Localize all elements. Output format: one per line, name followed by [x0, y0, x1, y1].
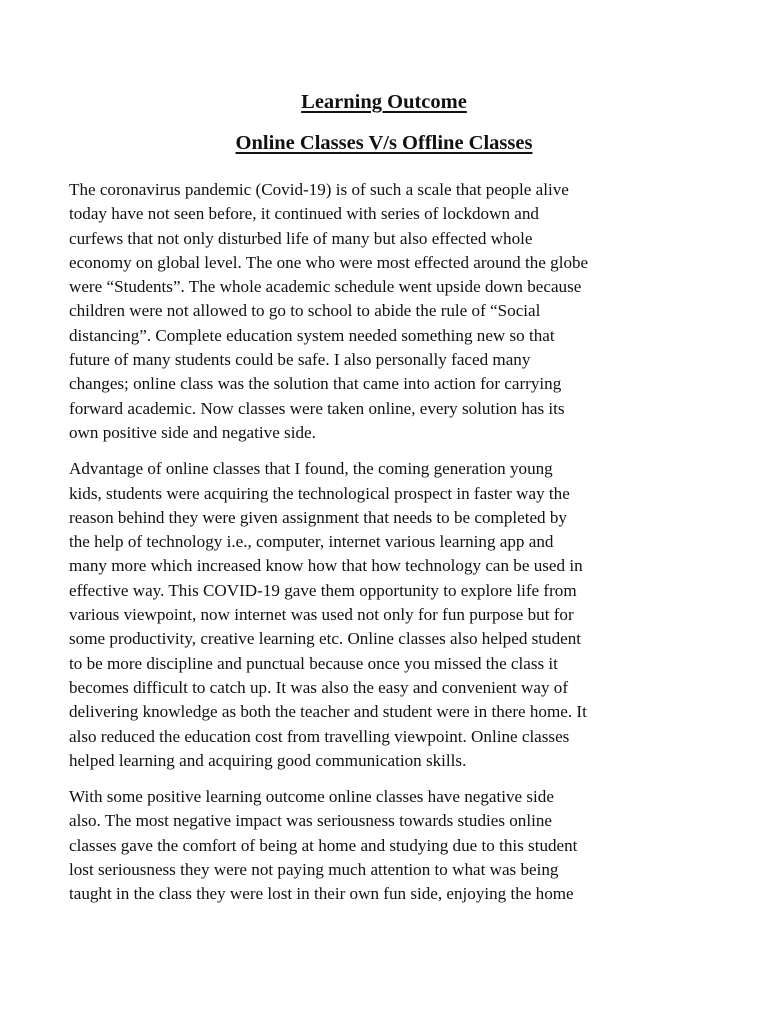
- text-line: kids, students were acquiring the technological prospect in faster way the: [69, 483, 570, 503]
- body-text: [69, 178, 709, 919]
- text-line: With some positive learning outcome online classes have negative side: [69, 787, 554, 807]
- text-line: today have not seen before, it continued with series of lockdown and: [69, 204, 539, 224]
- text-line: the help of technology i.e., computer, internet various learning app and: [69, 532, 554, 552]
- text-line: various viewpoint, now internet was used not only for fun purpose but for: [69, 605, 574, 625]
- text-line: taught in the class they were lost in their own fun side, enjoying the home: [69, 884, 574, 904]
- paragraph-intro: [69, 178, 709, 445]
- text-line: lost seriousness they were not paying much attention to what was being: [69, 860, 559, 880]
- text-line: some productivity, creative learning etc. Online classes also helped student: [69, 629, 582, 649]
- text-line: many more which increased know how that how technology can be used in: [69, 556, 583, 576]
- text-line: becomes difficult to catch up. It was also the easy and convenient way of: [69, 677, 569, 697]
- paragraph-advantages: [69, 457, 709, 773]
- text-line: also. The most negative impact was seriousness towards studies online: [69, 811, 552, 831]
- text-line: future of many students could be safe. I also personally faced many: [69, 350, 531, 370]
- page-subtitle: Online Classes V/s Offline Classes: [235, 132, 533, 154]
- text-line: curfews that not only disturbed life of many but also effected whole: [69, 228, 533, 248]
- text-line: own positive side and negative side.: [69, 422, 316, 442]
- text-line: reason behind they were given assignment that needs to be completed by: [69, 507, 567, 527]
- text-line: to be more discipline and punctual because once you missed the class it: [69, 653, 558, 673]
- text-line: distancing”. Complete education system needed something new so that: [69, 325, 555, 345]
- text-line: were “Students”. The whole academic schedule went upside down because: [69, 277, 582, 297]
- text-line: helped learning and acquiring good communication skills.: [69, 750, 467, 770]
- text-line: economy on global level. The one who were most effected around the globe: [69, 252, 589, 272]
- page-title: Learning Outcome: [301, 91, 467, 113]
- text-line: changes; online class was the solution that came into action for carrying: [69, 374, 562, 394]
- paragraph-disadvantages: [69, 785, 709, 906]
- text-line: The coronavirus pandemic (Covid-19) is of such a scale that people alive: [69, 180, 569, 199]
- text-line: children were not allowed to go to school to abide the rule of “Social: [69, 301, 541, 321]
- text-line: forward academic. Now classes were taken online, every solution has its: [69, 398, 565, 418]
- text-line: also reduced the education cost from travelling viewpoint. Online classes: [69, 726, 570, 746]
- text-line: classes gave the comfort of being at home and studying due to this student: [69, 835, 578, 855]
- text-line: Advantage of online classes that I found, the coming generation young: [69, 459, 553, 479]
- text-line: delivering knowledge as both the teacher and student were in there home. It: [69, 702, 587, 722]
- text-line: effective way. This COVID-19 gave them opportunity to explore life from: [69, 580, 577, 600]
